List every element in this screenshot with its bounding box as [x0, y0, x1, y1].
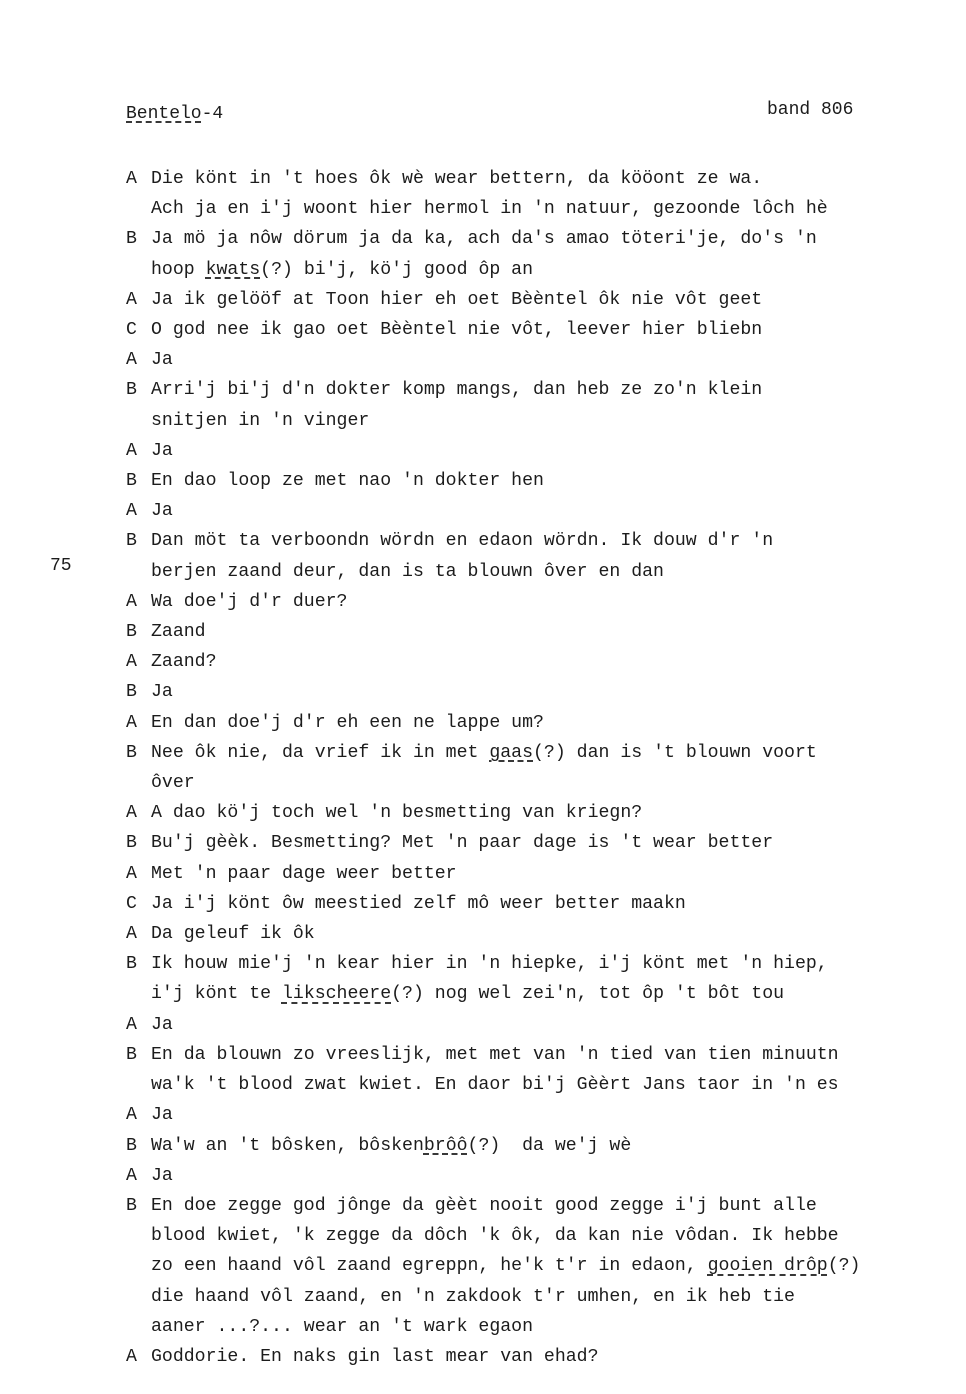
text-segment: die haand vôl zaand, en 'n zakdook t'r umhen, en ik heb tie [151, 1286, 795, 1307]
speaker-label: A [126, 501, 137, 522]
transcript-turn [126, 1191, 946, 1342]
text-segment: zo een haand vôl zaand egreppn, he'k t'r in edaon, [151, 1256, 708, 1277]
text-segment: berjen zaand deur, dan is ta blouwn ôver en dan [151, 561, 664, 582]
text-segment: Dan möt ta verboondn wördn en edaon wördn. Ik douw d'r 'n [151, 531, 774, 552]
speaker-label: B [126, 1195, 137, 1216]
text-segment: wa'k 't blood zwat kwiet. En daor bi'j Gèèrt Jans taor in 'n es [151, 1075, 839, 1096]
text-line [151, 889, 946, 919]
transcript-turn [126, 496, 946, 526]
turn-text [151, 164, 946, 224]
text-segment: aaner ...?... wear an 't wark egaon [151, 1316, 533, 1337]
text-line [151, 859, 946, 889]
text-line [151, 436, 946, 466]
turn-text [151, 798, 946, 828]
text-line [151, 1100, 946, 1130]
transcript-turn [126, 587, 946, 617]
transcript-turn [126, 949, 946, 1009]
transcript-turn [126, 677, 946, 707]
text-line [151, 406, 946, 436]
text-segment: Ik houw mie'j 'n kear hier in 'n hiepke, i'j könt met 'n hiep, [151, 954, 828, 975]
text-segment: snitjen in 'n vinger [151, 410, 370, 431]
transcript-turn [126, 164, 946, 224]
speaker-label: B [126, 229, 137, 250]
transcript [126, 164, 946, 1372]
text-line [151, 557, 946, 587]
transcript-turn [126, 1100, 946, 1130]
transcript-turn [126, 738, 946, 798]
turn-text [151, 224, 946, 284]
turn-text [151, 526, 946, 586]
text-line [151, 1040, 946, 1070]
text-line [151, 1342, 946, 1372]
transcript-turn [126, 1161, 946, 1191]
transcript-turn [126, 224, 946, 284]
transcript-turn [126, 859, 946, 889]
speaker-label: A [126, 289, 137, 310]
speaker-label: A [126, 1346, 137, 1367]
transcript-turn [126, 1010, 946, 1040]
text-line [151, 949, 946, 979]
text-line [151, 285, 946, 315]
uncertain-word: likscheere [281, 984, 392, 1005]
text-segment: Ja [151, 1014, 173, 1035]
text-segment: (?) bi'j, kö'j good ôp an [260, 259, 534, 280]
speaker-label: A [126, 803, 137, 824]
speaker-label: B [126, 1044, 137, 1065]
turn-text [151, 315, 946, 345]
text-segment: ôver [151, 773, 195, 794]
speaker-label: A [126, 863, 137, 884]
turn-text [151, 436, 946, 466]
transcript-turn [126, 919, 946, 949]
speaker-label: A [126, 652, 137, 673]
text-segment: O god nee ik gao oet Bèèntel nie vôt, leever hier bliebn [151, 320, 763, 341]
text-segment: Arri'j bi'j d'n dokter komp mangs, dan heb ze zo'n klein [151, 380, 763, 401]
text-line [151, 1282, 946, 1312]
text-line [151, 798, 946, 828]
text-line [151, 1191, 946, 1221]
text-line [151, 677, 946, 707]
turn-text [151, 859, 946, 889]
turn-text [151, 1191, 946, 1342]
speaker-label: B [126, 531, 137, 552]
speaker-label: A [126, 440, 137, 461]
speaker-label: B [126, 1135, 137, 1156]
text-segment: Zaand [151, 622, 206, 643]
line-number: 75 [50, 556, 72, 576]
text-segment: Da geleuf ik ôk [151, 924, 315, 945]
text-line [151, 315, 946, 345]
text-line [151, 919, 946, 949]
text-line [151, 1010, 946, 1040]
text-segment: En doe zegge god jônge da gèèt nooit good zegge i'j bunt alle [151, 1195, 817, 1216]
text-segment: Ja i'j könt ôw meestied zelf mô weer better maakn [151, 893, 686, 914]
text-segment: blood kwiet, 'k zegge da dôch 'k ôk, da kan nie vôdan. Ik hebbe [151, 1226, 839, 1247]
speaker-label: A [126, 1105, 137, 1126]
text-segment: En dao loop ze met nao 'n dokter hen [151, 471, 544, 492]
text-line [151, 708, 946, 738]
text-line [151, 1221, 946, 1251]
turn-text [151, 1161, 946, 1191]
turn-text [151, 587, 946, 617]
turn-text [151, 708, 946, 738]
text-segment: Zaand? [151, 652, 217, 673]
transcript-turn [126, 617, 946, 647]
speaker-label: A [126, 1165, 137, 1186]
text-line [151, 587, 946, 617]
speaker-label: B [126, 380, 137, 401]
text-line [151, 345, 946, 375]
speaker-label: C [126, 893, 137, 914]
text-line [151, 496, 946, 526]
transcript-turn [126, 436, 946, 466]
turn-text [151, 617, 946, 647]
speaker-label: B [126, 742, 137, 763]
text-segment: Bu'j gèèk. Besmetting? Met 'n paar dage is 't wear better [151, 833, 774, 854]
transcript-turn [126, 1131, 946, 1161]
text-segment: Ach ja en i'j woont hier hermol in 'n natuur, gezoonde lôch hè [151, 199, 828, 220]
text-line [151, 224, 946, 254]
transcript-turn [126, 828, 946, 858]
text-segment: Met 'n paar dage weer better [151, 863, 457, 884]
transcript-turn [126, 466, 946, 496]
speaker-label: B [126, 833, 137, 854]
turn-text [151, 949, 946, 1009]
speaker-label: A [126, 169, 137, 189]
speaker-label: A [126, 350, 137, 371]
text-segment: Ja [151, 1165, 173, 1186]
text-line [151, 828, 946, 858]
turn-text [151, 1040, 946, 1100]
turn-text [151, 677, 946, 707]
transcript-turn [126, 315, 946, 345]
turn-text [151, 919, 946, 949]
text-segment: (?) [827, 1256, 861, 1277]
speaker-label: B [126, 622, 137, 643]
text-segment: Ja [151, 440, 173, 461]
text-line [151, 1312, 946, 1342]
text-segment: A dao kö'j toch wel 'n besmetting van kriegn? [151, 803, 643, 824]
text-line [151, 375, 946, 405]
text-segment: (?) nog wel zei'n, tot ôp 't bôt tou [391, 984, 785, 1005]
speaker-label: A [126, 591, 137, 612]
uncertain-word: kwats [205, 259, 261, 280]
transcript-turn [126, 798, 946, 828]
text-line [151, 526, 946, 556]
transcript-turn [126, 285, 946, 315]
turn-text [151, 1342, 946, 1372]
text-line [151, 1161, 946, 1191]
speaker-label: A [126, 712, 137, 733]
transcript-turn [126, 708, 946, 738]
text-line [151, 738, 946, 768]
text-segment: Ja mö ja nôw dörum ja da ka, ach da's amao töteri'je, do's 'n [151, 229, 817, 250]
text-segment: Ja [151, 682, 173, 703]
document-title [126, 104, 223, 124]
band-label: band 806 [767, 100, 854, 120]
turn-text [151, 1131, 946, 1161]
turn-text [151, 345, 946, 375]
text-line [151, 255, 946, 285]
text-line [151, 466, 946, 496]
text-line [151, 768, 946, 798]
turn-text [151, 496, 946, 526]
turn-text [151, 285, 946, 315]
turn-text [151, 828, 946, 858]
turn-text [151, 1010, 946, 1040]
turn-text [151, 889, 946, 919]
text-line [151, 1251, 946, 1281]
text-line [151, 164, 946, 194]
speaker-label: B [126, 954, 137, 975]
text-line [151, 979, 946, 1009]
transcript-turn [126, 1342, 946, 1372]
text-line [151, 1131, 946, 1161]
turn-text [151, 647, 946, 677]
text-segment: Ja [151, 350, 173, 371]
text-segment: Ja [151, 501, 173, 522]
title-underlined: Bentelo [126, 104, 202, 124]
uncertain-word: gaas [489, 742, 534, 763]
transcript-turn [126, 375, 946, 435]
text-line [151, 647, 946, 677]
text-segment: Wa'w an 't bôsken, bôsken [151, 1135, 424, 1156]
turn-text [151, 466, 946, 496]
text-segment: Die könt in 't hoes ôk wè wear bettern, da kööont ze wa. [151, 169, 763, 189]
text-line [151, 617, 946, 647]
speaker-label: B [126, 471, 137, 492]
text-segment: Goddorie. En naks gin last mear van ehad? [151, 1346, 599, 1367]
transcript-turn [126, 889, 946, 919]
turn-text [151, 738, 946, 798]
speaker-label: B [126, 682, 137, 703]
text-line [151, 194, 946, 224]
text-segment: Ja [151, 1105, 173, 1126]
text-segment: i'j könt te [151, 984, 282, 1005]
uncertain-word: gooien drôp [707, 1256, 828, 1277]
transcript-turn [126, 345, 946, 375]
transcript-turn [126, 647, 946, 677]
text-segment: En da blouwn zo vreeslijk, met met van 'n tied van tien minuutn [151, 1044, 839, 1065]
speaker-label: A [126, 924, 137, 945]
transcript-turn [126, 526, 946, 586]
speaker-label: C [126, 320, 137, 341]
turn-text [151, 1100, 946, 1130]
text-segment: (?) dan is 't blouwn voort [533, 742, 817, 763]
text-segment: (?) da we'j wè [467, 1135, 632, 1156]
text-segment: Nee ôk nie, da vrief ik in met [151, 742, 490, 763]
text-segment: Wa doe'j d'r duer? [151, 591, 348, 612]
turn-text [151, 375, 946, 435]
text-segment: Ja ik gelööf at Toon hier eh oet Bèèntel ôk nie vôt geet [151, 289, 763, 310]
title-suffix: -4 [201, 104, 224, 124]
speaker-label: A [126, 1014, 137, 1035]
text-segment: hoop [151, 259, 206, 280]
uncertain-word: brôô [423, 1135, 468, 1156]
text-line [151, 1070, 946, 1100]
transcript-turn [126, 1040, 946, 1100]
text-segment: En dan doe'j d'r eh een ne lappe um? [151, 712, 544, 733]
